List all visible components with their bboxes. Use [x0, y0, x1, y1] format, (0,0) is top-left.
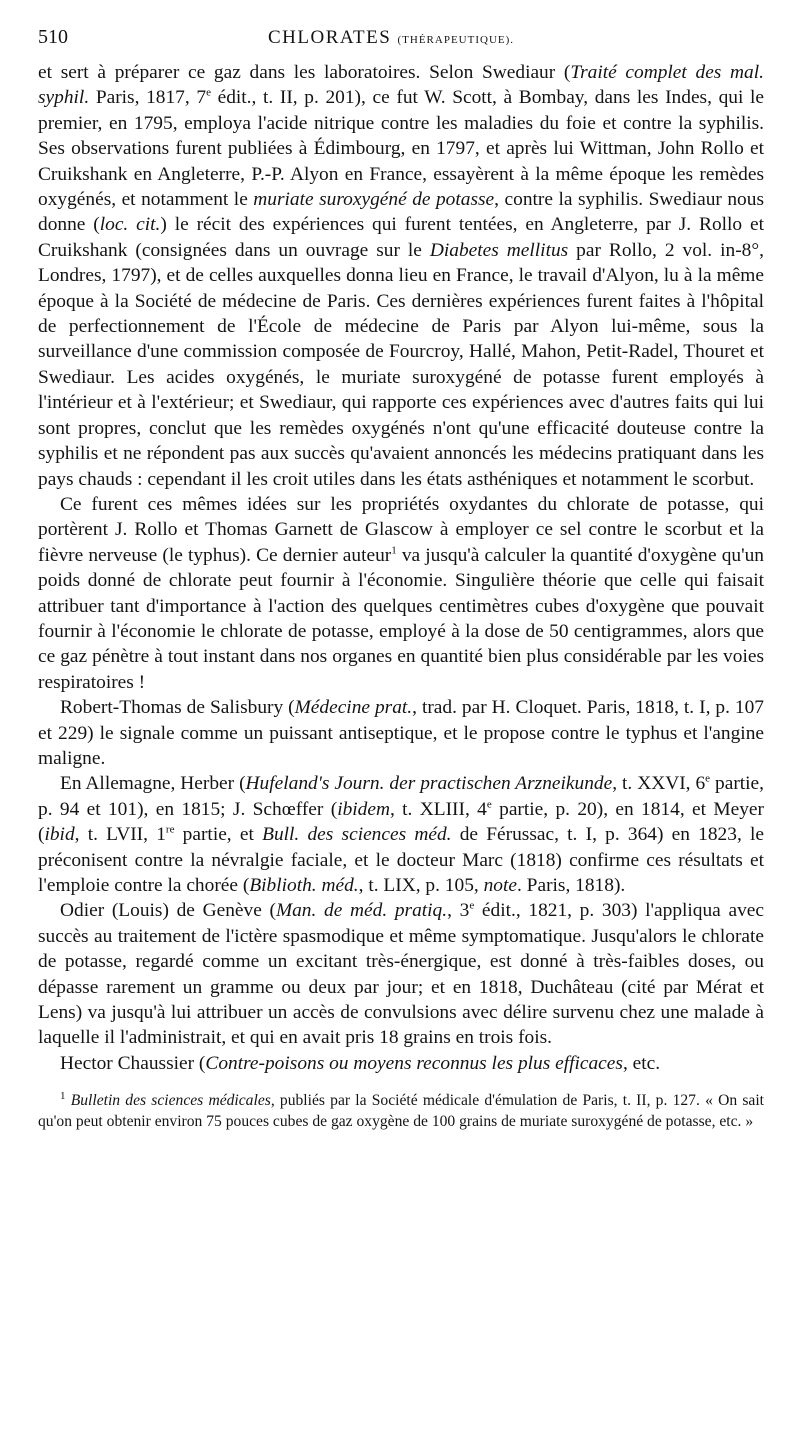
paragraph	[38, 1051, 764, 1076]
text-run: , trad. par H. Cloquet. Paris, 1818, t. I, p. 107 et 229) le signale comme un puissant antiseptique, et le propose contre le typhus et l'angine maligne.	[38, 697, 764, 769]
italic-text: Contre-poisons ou moyens reconnus les plus efficaces	[205, 1052, 623, 1074]
text-run: . Paris, 1818).	[516, 875, 626, 896]
text-run: , t. LVII, 1	[74, 824, 166, 846]
text-run: Ce furent ces mêmes idées sur les propriétés oxydantes du chlorate de potasse, qui portèrent J. Rollo et Thomas Garnett de Glascow à employer ce sel contre le scorbut et la fièvre nerveuse (le typhus). Ce dernier auteur	[38, 493, 764, 566]
italic-text: Biblioth. méd.	[249, 875, 359, 896]
superscript: 1	[391, 544, 397, 557]
text-run: , t. XXVI, 6	[612, 773, 706, 795]
italic-text: note	[483, 875, 517, 896]
text-run: Hector Chaussier (	[60, 1052, 206, 1074]
text-run: , etc.	[622, 1052, 661, 1074]
text-run: , 3	[447, 900, 470, 922]
text-run: édit., t. II, p. 201), ce fut W. Scott, à Bombay, dans les Indes, qui le premier, en 1795, employa l'acide nitrique contre les maladies du foie et contre la syphilis. Ses observations furent publiées à Édimbourg, en 1797, et après lui Wittman, John Rollo et Cruikshank en Angleterre, P.-P. Alyon en France, essayèrent à la même époque les remèdes oxygénés, et notamment le	[38, 87, 765, 211]
paragraph	[38, 695, 764, 771]
italic-text: Bulletin des sciences médicales	[70, 1092, 271, 1110]
footnotes	[38, 1090, 764, 1132]
italic-text: loc. cit.	[99, 214, 161, 236]
body-text	[38, 60, 764, 1076]
text-run: Odier (Louis) de Genève (	[60, 900, 276, 922]
text-run: partie, p. 20), en 1814, et Meyer (	[38, 798, 764, 846]
text-run: , t. XLIII, 4	[389, 798, 487, 820]
running-title	[108, 27, 764, 49]
paragraph	[38, 492, 764, 695]
page-number: 510	[38, 26, 68, 48]
text-run: , t. LIX, p. 105,	[358, 875, 484, 896]
paragraph	[38, 898, 764, 1050]
text-run: , publiés par la Société médicale d'émulation de Paris, t. II, p. 127. « On sait qu'on peut obtenir environ 75 pouces cubes de gaz oxygène de 100 grains de muriate suroxygéné de potasse, etc. »	[38, 1092, 765, 1131]
text-run: En Allemagne, Herber (	[60, 773, 246, 795]
superscript: re	[165, 823, 175, 836]
superscript: 1	[60, 1090, 66, 1103]
italic-text: Man. de méd. pratiq.	[275, 900, 448, 922]
paragraph	[38, 771, 764, 898]
text-run: Paris, 1817, 7	[89, 87, 207, 109]
text-run: et sert à préparer ce gaz dans les laboratoires. Selon Swediaur (	[38, 62, 571, 83]
italic-text: ibidem	[337, 798, 390, 820]
italic-text: Diabetes mellitus	[429, 239, 569, 261]
italic-text: Bull. des sciences méd.	[262, 824, 452, 846]
italic-text: ibid	[44, 824, 75, 846]
italic-text: muriate suroxygéné de potasse	[253, 189, 495, 211]
running-head	[38, 26, 764, 60]
text-run: va jusqu'à calculer la quantité d'oxygène qu'un poids donné de chlorate peut fournir à l'économie. Singulière théorie que celle qui faisait attribuer tant d'importance à l'action des quelques centimètres cubes d'oxygène que pouvait fournir à l'économie le chlorate de potasse, employé à la dose de 50 centigrammes, alors que ce gaz pénètre à tout instant dans nos organes en quantité bien plus considérable par les voies respiratoires !	[38, 544, 764, 693]
text-run: édit., 1821, p. 303) l'appliqua avec succès au traitement de l'ictère spasmodique et même symptomatique. Jusqu'alors le chlorate de potasse, regardé comme un excitant très-énergique, est donné à très-faibles doses, ou dépasse rarement un gramme ou deux par jour; et en 1818, Duchâteau (cité par Mérat et Lens) va jusqu'à lui attribuer un accès de convulsions avec délire survenu chez une malade à laquelle il l'administrait, et qui en avait pris 18 grains en trois fois.	[38, 900, 764, 1049]
text-run: partie, p. 94 et 101), en 1815; J. Schœffer (	[38, 773, 765, 820]
italic-text: Traité complet des mal. syphil.	[38, 62, 764, 109]
text-run: par Rollo, 2 vol. in-8°, Londres, 1797), et de celles auxquelles donna lieu en France, le travail d'Alyon, lu à la même époque à la Société de médecine de Paris. Ces dernières expériences furent faites à l'hôpital de perfectionnement de l'École de médecine de Paris par Alyon lui-même, sous la surveillance d'une commission composée de Fourcroy, Hallé, Mahon, Petit-Radel, Thouret et Swediaur. Les acides oxygénés, le muriate suroxygéné de potasse furent employés à l'intérieur et à l'extérieur; et Swediaur, qui rapporte ces expériences avec d'autres faits qui lui sont propres, conclut que les remèdes oxygénés n'ont qu'une efficacité douteuse contre la syphilis et ne répondent pas aux succès qu'avaient annoncés les médecins pratiquant dans les pays chauds : cependant il les croit utiles dans les états asthéniques et notamment le scorbut.	[38, 239, 764, 490]
running-title-main: CHLORATES	[267, 27, 392, 48]
running-title-subtitle: (THÉRAPEUTIQUE).	[397, 34, 515, 46]
superscript: e	[705, 772, 711, 785]
italic-text: Hufeland's Journ. der practischen Arzneikunde	[245, 773, 613, 795]
text-run: partie, et	[174, 824, 263, 846]
superscript: e	[206, 86, 211, 99]
text-run: ) le récit des expériences qui furent tentées, en Angleterre, par J. Rollo et Cruikshank (consignées dans un ouvrage sur le	[38, 214, 764, 261]
paragraph	[38, 60, 764, 492]
superscript: e	[486, 798, 492, 811]
text-run: de Férussac, t. I, p. 364) en 1823, le préconisent contre la névralgie faciale, et le docteur Marc (1818) confirme ces résultats et l'emploie contre la chorée (	[38, 824, 765, 896]
superscript: e	[469, 899, 475, 912]
italic-text: Médecine prat.	[294, 697, 413, 719]
text-run: Robert-Thomas de Salisbury (	[60, 697, 295, 719]
text-run: , contre la syphilis. Swediaur nous donne (	[38, 189, 764, 236]
footnote	[38, 1090, 764, 1132]
